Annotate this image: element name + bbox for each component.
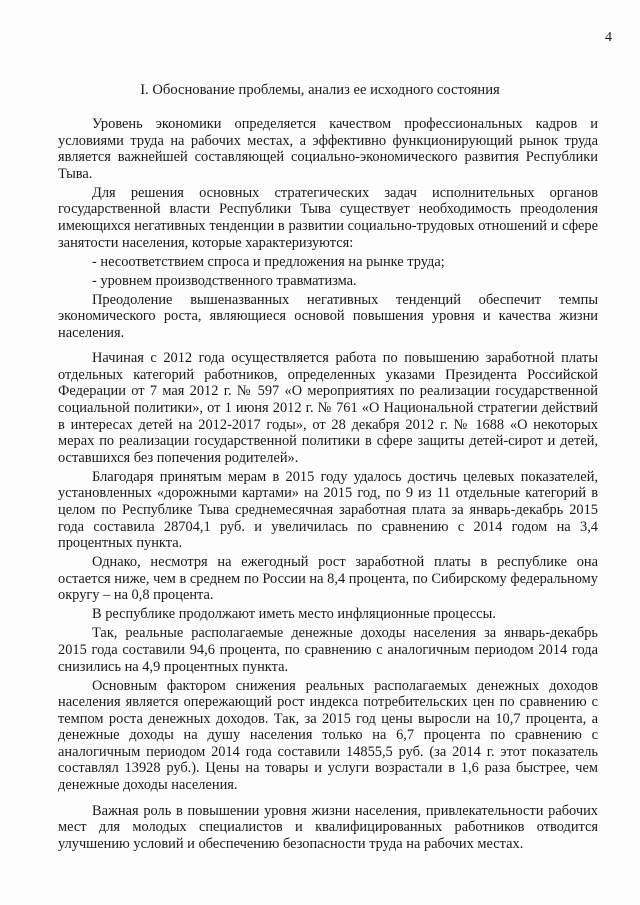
paragraph-5: Благодаря принятым мерам в 2015 году удалось достичь целевых показателей, установленных «дорожными картами» на 2015 год, по 9 из 11 отдельные категорий в целом по Республике Тыва среднемесячная заработная плата за январь-декабрь 2015 года составила 28704,1 руб. и увеличилась по сравнению с 2014 годом на 3,4 процентных пункта. [58, 468, 598, 552]
paragraph-9: Основным фактором снижения реальных располагаемых денежных доходов населения является опережающий рост индекса потребительских цен по сравнению с темпом роста денежных доходов. Так, за 2015 год цены выросли на 10,7 процента, а денежные доходы на душу населения только на 6,7 процента по сравнению с аналогичным периодом 2014 года составили 14855,5 руб. (за 2014 г. этот показатель составлял 13928 руб.). Цены на товары и услуги возрастали в 1,6 раза быстрее, чем денежные доходы населения. [58, 677, 598, 794]
paragraph-10: Важная роль в повышении уровня жизни населения, привлекательности рабочих мест для молодых специалистов и квалифицированных работников отводится улучшению условий и обеспечению безопасности труда на рабочих местах. [58, 802, 598, 852]
paragraph-6: Однако, несмотря на ежегодный рост заработной платы в республике она остается ниже, чем в среднем по России на 8,4 процента, по Сибирскому федеральному округу – на 0,8 процента. [58, 554, 598, 604]
section-heading: I. Обоснование проблемы, анализ ее исходного состояния [140, 82, 500, 98]
document-body [58, 116, 598, 855]
paragraph-4: Начиная с 2012 года осуществляется работа по повышению заработной платы отдельных категорий работников, определенных указами Президента Российской Федерации от 7 мая 2012 г. № 597 «О мероприятиях по реализации государственной социальной политики», от 1 июня 2012 г. № 761 «О Национальной стратегии действий в интересах детей на 2012-2017 годы», от 28 декабря 2012 г. № 1688 «О некоторых мерах по реализации государственной политики в сфере защиты детей-сирот и детей, оставшихся без попечения родителей». [58, 350, 598, 466]
page-number: 4 [605, 30, 612, 45]
paragraph-2: Для решения основных стратегических задач исполнительных органов государственной власти Республики Тыва существует необходимость преодоления имеющихся негативных тенденции в развитии социально-трудовых отношений и сфере занятости населения, которые характеризуются: [58, 184, 598, 251]
list-item-1: - несоответствием спроса и предложения на рынке труда; [92, 253, 445, 270]
paragraph-8: Так, реальные располагаемые денежные доходы населения за январь-декабрь 2015 года составили 94,6 процента, по сравнению с аналогичным периодом 2014 года снизились на 4,9 процентных пункта. [58, 625, 598, 675]
list-item-2: - уровнем производственного травматизма. [92, 272, 357, 289]
paragraph-1: Уровень экономики определяется качеством профессиональных кадров и условиями труда на рабочих местах, а эффективно функционирующий рынок труда является важнейшей составляющей социально-экономического развития Республики Тыва. [58, 116, 598, 182]
paragraph-3: Преодоление вышеназванных негативных тенденций обеспечит темпы экономического роста, являющиеся основой повышения уровня и качества жизни населения. [58, 291, 598, 341]
paragraph-7: В республике продолжают иметь место инфляционные процессы. [92, 606, 496, 623]
